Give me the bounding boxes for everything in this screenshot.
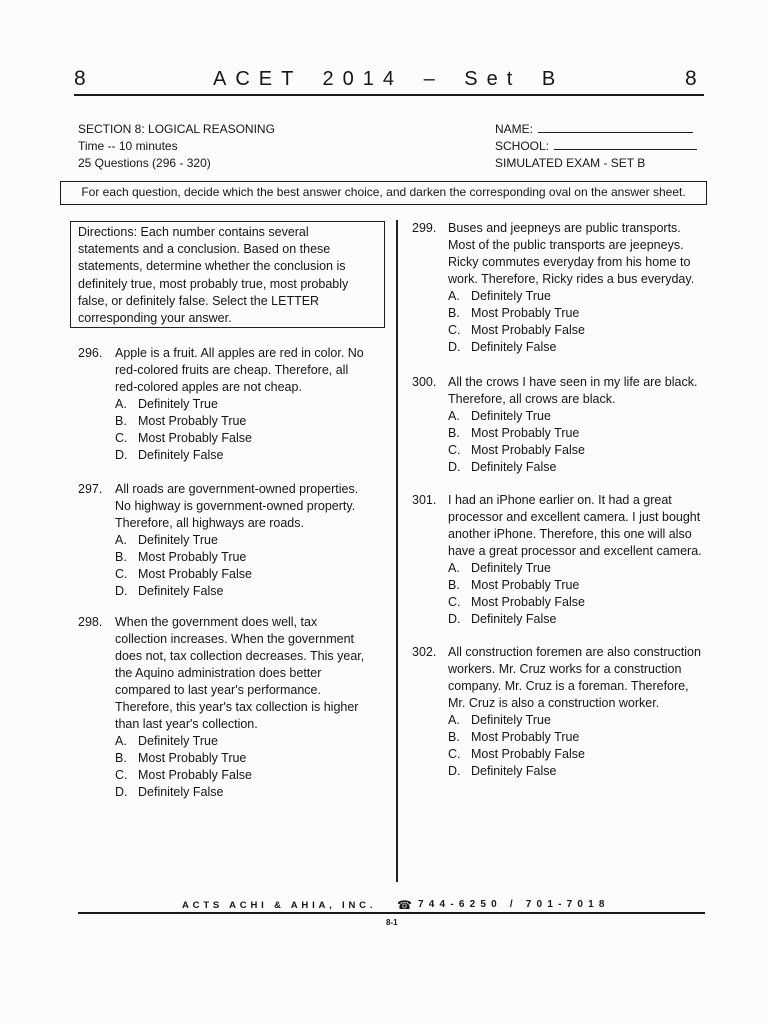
stem-line: work. Therefore, Ricky rides a bus everyday. xyxy=(448,272,695,286)
school-label: SCHOOL: xyxy=(495,139,550,153)
option-a xyxy=(115,396,364,413)
option-a xyxy=(448,408,697,425)
question-299 xyxy=(412,220,694,356)
option-letter: B. xyxy=(115,414,127,428)
option-a xyxy=(115,733,364,750)
option-b xyxy=(115,413,364,430)
option-letter: A. xyxy=(448,561,460,575)
stem-line: All construction foremen are also construction xyxy=(448,645,701,659)
option-text: Definitely False xyxy=(138,785,224,799)
option-text: Most Probably False xyxy=(471,443,585,457)
option-a xyxy=(448,288,694,305)
directions-line: corresponding your answer. xyxy=(78,311,232,326)
stem-line: I had an iPhone earlier on. It had a great xyxy=(448,493,672,507)
option-text: Most Probably True xyxy=(471,730,580,744)
stem-line: Therefore, all highways are roads. xyxy=(115,516,304,530)
stem-line: processor and excellent camera. I just bought xyxy=(448,510,701,524)
option-text: Definitely True xyxy=(138,397,218,411)
option-text: Definitely True xyxy=(471,409,551,423)
stem-line: Most of the public transports are jeepneys. xyxy=(448,238,684,252)
option-letter: D. xyxy=(448,340,461,354)
option-letter: B. xyxy=(115,550,127,564)
footer-company: ACTS ACHI & AHIA, INC. xyxy=(182,900,377,911)
option-text: Definitely True xyxy=(138,734,218,748)
stem-line: Apple is a fruit. All apples are red in color. No xyxy=(115,346,364,360)
section-title: SECTION 8: LOGICAL REASONING xyxy=(78,122,275,136)
option-c xyxy=(115,767,364,784)
option-letter: B. xyxy=(448,730,460,744)
option-c xyxy=(448,594,702,611)
directions-line: statements and a conclusion. Based on these xyxy=(78,242,331,257)
option-letter: D. xyxy=(448,764,461,778)
question-number: 297. xyxy=(78,482,103,496)
question-body xyxy=(448,374,697,476)
option-b xyxy=(448,305,694,322)
stem-line: have a great processor and excellent camera. xyxy=(448,544,702,558)
stem-line: No highway is government-owned property. xyxy=(115,499,356,513)
option-letter: A. xyxy=(448,409,460,423)
option-letter: D. xyxy=(115,584,128,598)
directions-line: Directions: Each number contains several xyxy=(78,225,309,239)
option-text: Most Probably False xyxy=(471,323,585,337)
question-number: 296. xyxy=(78,346,103,360)
option-d xyxy=(115,447,364,464)
page-number-left: 8 xyxy=(74,67,86,90)
stem-line: collection increases. When the government xyxy=(115,632,355,646)
option-c xyxy=(115,566,358,583)
phone-icon xyxy=(397,898,412,912)
option-d xyxy=(115,784,364,801)
option-a xyxy=(115,532,358,549)
stem-line: red-colored apples are not cheap. xyxy=(115,380,302,394)
exam-title: ACET 2014 – Set B xyxy=(213,68,565,90)
question-number: 299. xyxy=(412,221,437,235)
stem-line: Therefore, this year's tax collection is higher xyxy=(115,700,359,714)
option-letter: D. xyxy=(448,612,461,626)
option-text: Most Probably True xyxy=(138,751,247,765)
stem-line: Therefore, all crows are black. xyxy=(448,392,616,406)
question-body xyxy=(115,614,364,801)
option-letter: C. xyxy=(115,431,128,445)
option-text: Definitely False xyxy=(138,584,224,598)
option-letter: A. xyxy=(115,734,127,748)
option-text: Most Probably False xyxy=(138,431,252,445)
option-a xyxy=(448,560,702,577)
option-text: Definitely True xyxy=(471,561,551,575)
option-b xyxy=(448,729,701,746)
option-letter: C. xyxy=(448,443,461,457)
stem-line: Mr. Cruz is also a construction worker. xyxy=(448,696,660,710)
option-letter: A. xyxy=(448,289,460,303)
option-a xyxy=(448,712,701,729)
option-c xyxy=(448,322,694,339)
section-question-count: 25 Questions (296 - 320) xyxy=(78,156,211,170)
option-letter: B. xyxy=(448,306,460,320)
option-letter: D. xyxy=(115,785,128,799)
question-297 xyxy=(78,481,358,600)
footer-phone: 744-6250 / 701-7018 xyxy=(418,899,610,910)
option-text: Most Probably True xyxy=(138,414,247,428)
exam-label: SIMULATED EXAM - SET B xyxy=(495,156,646,170)
option-text: Definitely False xyxy=(471,764,557,778)
option-d xyxy=(448,611,702,628)
option-d xyxy=(448,763,701,780)
stem-line: does not, tax collection decreases. This year, xyxy=(115,649,365,663)
option-letter: C. xyxy=(448,595,461,609)
question-296 xyxy=(78,345,364,464)
stem-line: All the crows I have seen in my life are black. xyxy=(448,375,698,389)
question-301 xyxy=(412,492,702,628)
stem-line: than last year's collection. xyxy=(115,717,258,731)
option-text: Most Probably True xyxy=(471,426,580,440)
option-text: Definitely False xyxy=(138,448,224,462)
option-text: Most Probably False xyxy=(138,768,252,782)
name-blank xyxy=(538,122,693,133)
question-body xyxy=(115,345,364,464)
page-number-right: 8 xyxy=(685,67,697,90)
stem-line: Ricky commutes everyday from his home to xyxy=(448,255,691,269)
stem-line: the Aquino administration does better xyxy=(115,666,322,680)
stem-line: company. Mr. Cruz is a foreman. Therefore, xyxy=(448,679,689,693)
question-body xyxy=(448,492,702,628)
question-body xyxy=(448,220,694,356)
question-number: 302. xyxy=(412,645,437,659)
instruction-box xyxy=(60,181,707,205)
stem-line: workers. Mr. Cruz works for a construction xyxy=(448,662,682,676)
option-text: Definitely True xyxy=(138,533,218,547)
option-letter: B. xyxy=(448,578,460,592)
option-text: Definitely True xyxy=(471,289,551,303)
stem-line: All roads are government-owned properties. xyxy=(115,482,359,496)
name-label: NAME: xyxy=(495,122,534,136)
directions-line: statements, determine whether the conclusion is xyxy=(78,259,346,274)
section-time: Time -- 10 minutes xyxy=(78,139,178,153)
instruction-text: For each question, decide which the best answer choice, and darken the corresponding oval on the answer sheet. xyxy=(81,185,686,199)
option-letter: D. xyxy=(115,448,128,462)
question-302 xyxy=(412,644,701,780)
option-text: Most Probably True xyxy=(471,306,580,320)
option-c xyxy=(115,430,364,447)
stem-line: Buses and jeepneys are public transports. xyxy=(448,221,681,235)
option-b xyxy=(448,577,702,594)
option-letter: C. xyxy=(448,747,461,761)
option-text: Most Probably False xyxy=(138,567,252,581)
option-d xyxy=(115,583,358,600)
option-letter: C. xyxy=(448,323,461,337)
option-letter: C. xyxy=(115,768,128,782)
question-298 xyxy=(78,614,364,801)
option-text: Definitely False xyxy=(471,460,557,474)
question-body xyxy=(448,644,701,780)
stem-line: red-colored fruits are cheap. Therefore, all xyxy=(115,363,349,377)
option-text: Definitely False xyxy=(471,612,557,626)
option-c xyxy=(448,442,697,459)
question-body xyxy=(115,481,358,600)
option-b xyxy=(115,549,358,566)
option-text: Most Probably False xyxy=(471,747,585,761)
directions-line: definitely true, most probably true, most probably xyxy=(78,276,349,291)
stem-line: When the government does well, tax xyxy=(115,615,318,629)
section-info xyxy=(78,121,275,172)
header-rule xyxy=(74,94,704,96)
option-letter: B. xyxy=(115,751,127,765)
option-text: Definitely False xyxy=(471,340,557,354)
name-row xyxy=(495,121,697,138)
question-number: 298. xyxy=(78,615,103,629)
directions-box xyxy=(70,221,385,328)
school-row xyxy=(495,138,697,155)
option-d xyxy=(448,339,694,356)
option-text: Most Probably True xyxy=(471,578,580,592)
option-d xyxy=(448,459,697,476)
option-text: Definitely True xyxy=(471,713,551,727)
option-letter: B. xyxy=(448,426,460,440)
option-letter: C. xyxy=(115,567,128,581)
question-300 xyxy=(412,374,697,476)
option-letter: A. xyxy=(115,533,127,547)
question-number: 301. xyxy=(412,493,437,507)
stem-line: another iPhone. Therefore, this one will also xyxy=(448,527,692,541)
option-letter: D. xyxy=(448,460,461,474)
page-code: 8-1 xyxy=(386,918,398,927)
option-text: Most Probably False xyxy=(471,595,585,609)
option-letter: A. xyxy=(115,397,127,411)
option-b xyxy=(448,425,697,442)
school-blank xyxy=(554,139,697,150)
column-divider xyxy=(396,220,398,882)
option-c xyxy=(448,746,701,763)
student-info xyxy=(495,121,697,172)
option-text: Most Probably True xyxy=(138,550,247,564)
stem-line: compared to last year's performance. xyxy=(115,683,321,697)
option-letter: A. xyxy=(448,713,460,727)
option-b xyxy=(115,750,364,767)
directions-line: false, or definitely false. Select the LETTER xyxy=(78,293,320,308)
footer-rule xyxy=(78,912,705,914)
question-number: 300. xyxy=(412,375,437,389)
